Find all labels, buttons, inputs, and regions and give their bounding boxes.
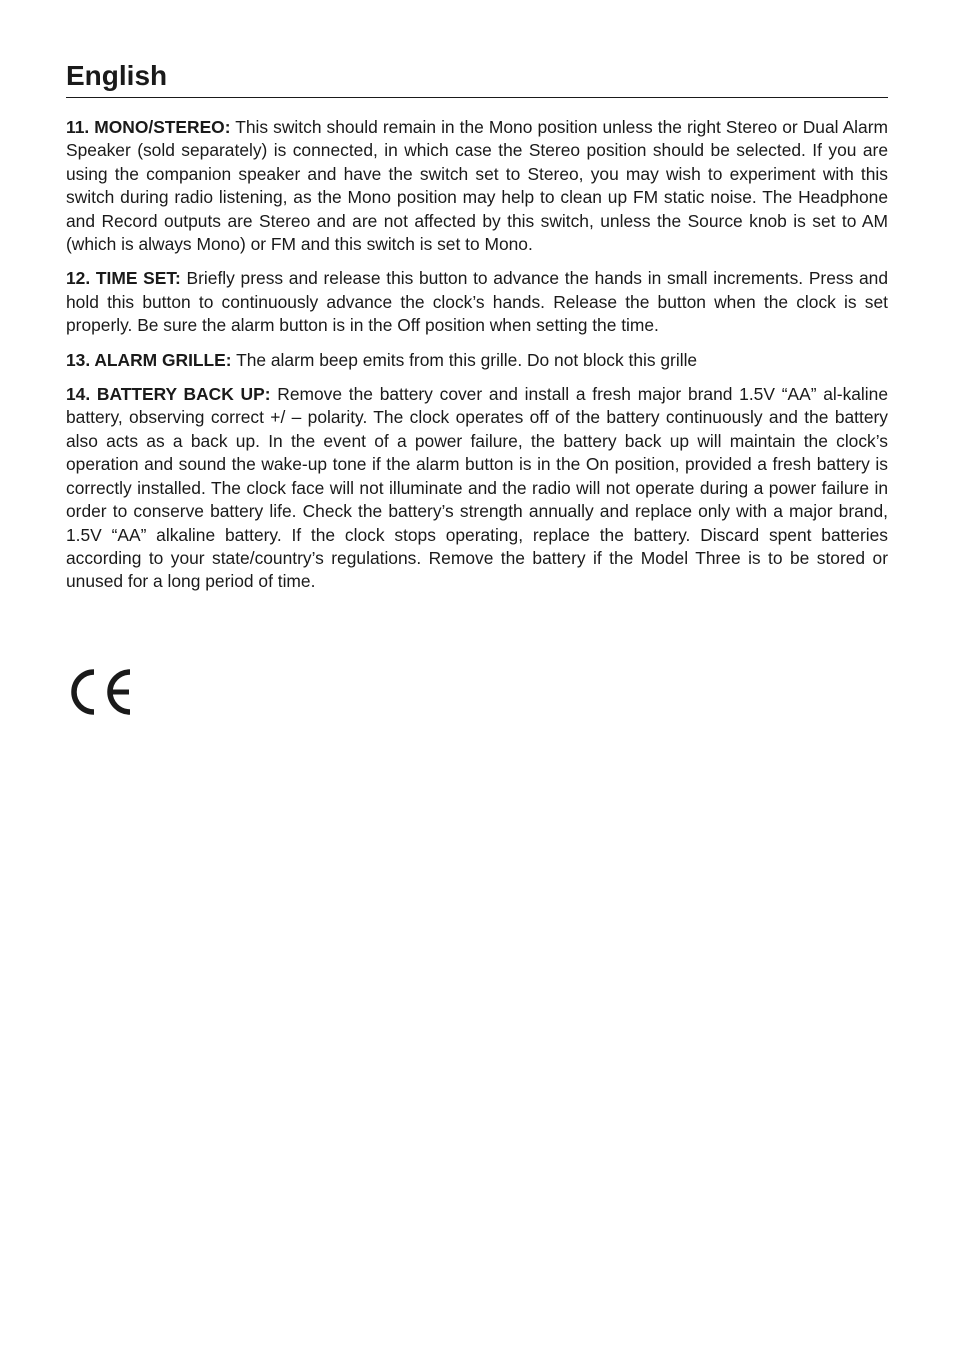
feature-text: Remove the battery cover and install a fresh major brand 1.5V “AA” al-kaline battery, observing correct +/ – polarity. The clock operates off of the battery continuously and the battery also acts as a back up. In the event of a power failure, the battery back up will maintain the clock’s operation and sound the wake-up tone if the alarm button is in the On position, provided a fresh battery is correctly installed. The clock face will not illuminate and the radio will not operate during a power failure in order to conserve battery life. Check the battery’s strength annually and replace only with a major brand, 1.5V “AA” alkaline battery. If the clock stops operating, replace the battery. Discard spent batteries according to your state/country’s regulations. Remove the battery if the Model Three is to be stored or unused for a long period of time. xyxy=(66,384,889,592)
feature-label: 12. TIME SET: xyxy=(66,268,181,289)
feature-text: The alarm beep emits from this grille. Do not block this grille xyxy=(236,349,698,370)
document-page xyxy=(66,58,888,605)
feature-label: 11. MONO/STEREO: xyxy=(66,117,231,137)
feature-item-battery-back-up xyxy=(66,383,888,594)
feature-item-alarm-grille xyxy=(66,349,888,372)
feature-label: 13. ALARM GRILLE: xyxy=(66,349,232,370)
ce-mark-icon xyxy=(66,668,134,716)
feature-item-time-set xyxy=(66,267,888,337)
feature-text: This switch should remain in the Mono position unless the right Stereo or Dual Alarm Speaker (sold separately) is connected, in which case the Stereo position should be selected. If you are using the companion speaker and have the switch set to Stereo, you may wish to experiment with this switch during radio listening, as the Mono position may help to clean up FM static noise. The Headphone and Record outputs are Stereo and are not affected by this switch, unless the Source knob is set to AM (which is always Mono) or FM and this switch is set to Mono. xyxy=(66,117,888,255)
feature-label: 14. BATTERY BACK UP: xyxy=(66,384,271,405)
section-heading: English xyxy=(66,58,888,98)
feature-list xyxy=(66,116,888,594)
feature-text: Briefly press and release this button to advance the hands in small increments. Press and hold this button to continuously advance the clock’s hands. Release the button when the clock is set properly. Be sure the alarm button is in the Off position when setting the time. xyxy=(66,268,888,336)
feature-item-mono-stereo xyxy=(66,116,888,256)
